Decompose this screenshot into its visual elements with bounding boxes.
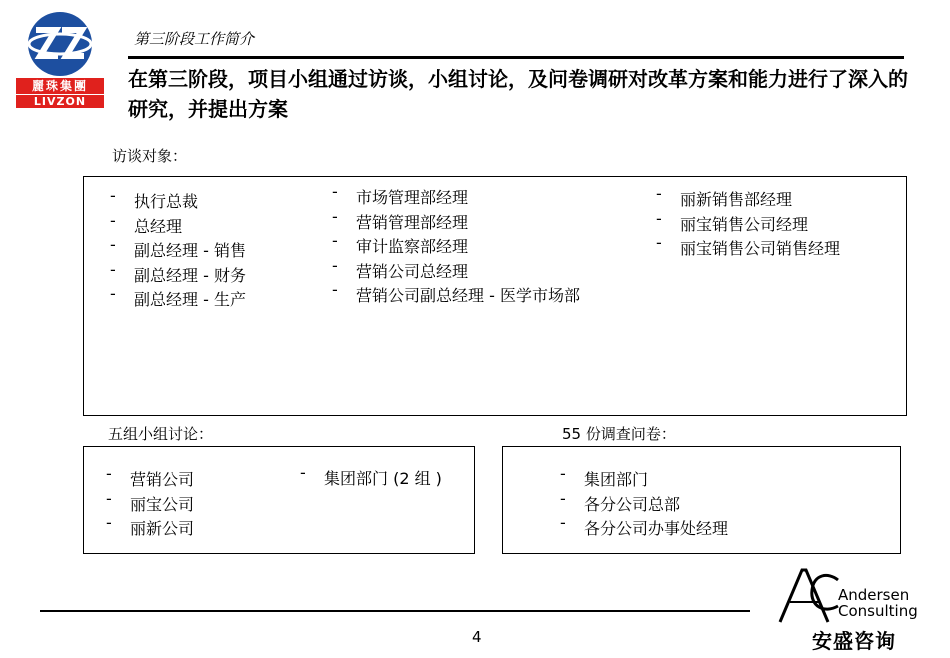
bullet-dash: -	[560, 513, 566, 532]
list-item-text: 集团部门	[584, 470, 649, 489]
bullet-dash: -	[332, 231, 338, 250]
bullet-dash: -	[106, 464, 112, 483]
andersen-ac-logo-icon	[776, 566, 846, 626]
logo-cn-text: 麗珠集團	[16, 78, 104, 94]
list-item	[560, 464, 728, 493]
list-item	[332, 182, 580, 211]
list-item-text: 营销管理部经理	[356, 212, 469, 232]
livzon-logo	[16, 8, 104, 108]
bullet-dash: -	[110, 235, 116, 254]
bullet-dash: -	[560, 488, 566, 508]
list-item	[560, 513, 729, 542]
bullet-dash: -	[560, 464, 566, 483]
groups-label: 五组小组讨论：	[108, 425, 214, 443]
list-item-text: 副总经理 - 财务	[134, 265, 246, 285]
bullet-dash: -	[656, 184, 662, 203]
bullet-dash: -	[656, 208, 662, 228]
list-item-text: 市场管理部经理	[356, 188, 469, 207]
list-item	[110, 284, 246, 313]
list-item-text: 营销公司总经理	[356, 261, 469, 281]
top-divider	[128, 56, 904, 59]
bottom-divider	[40, 610, 750, 612]
groups-col2	[300, 463, 442, 492]
bullet-dash: -	[110, 186, 116, 205]
survey-col	[560, 464, 729, 542]
list-item-text: 总经理	[134, 216, 183, 236]
list-item-text: 丽新公司	[130, 519, 195, 538]
list-item-text: 集团部门 (2 组 )	[324, 469, 442, 488]
list-item-text: 丽新销售部经理	[680, 190, 793, 209]
list-item-text: 营销公司副总经理 - 医学市场部	[356, 286, 580, 305]
bullet-dash: -	[332, 206, 338, 226]
brand-line1: Andersen	[838, 586, 910, 604]
list-item	[656, 184, 840, 213]
list-item-text: 丽宝销售公司经理	[680, 214, 809, 234]
bullet-dash: -	[106, 488, 112, 508]
bullet-dash: -	[110, 259, 116, 279]
livzon-emblem-icon	[16, 8, 104, 78]
interviews-label: 访谈对象：	[112, 147, 188, 165]
interviews-col1	[110, 186, 246, 313]
list-item	[300, 463, 442, 492]
page-number: 4	[472, 628, 482, 646]
list-item-text: 执行总裁	[134, 192, 199, 211]
list-item-text: 各分公司办事处经理	[584, 519, 729, 538]
list-item	[656, 233, 841, 262]
list-item-text: 丽宝公司	[130, 494, 195, 514]
list-item-text: 丽宝销售公司销售经理	[680, 239, 841, 258]
logo-en-text: LIVZON	[16, 94, 104, 108]
list-item-text: 副总经理 - 生产	[134, 290, 246, 309]
brand-cn-text: 安盛咨询	[812, 629, 896, 653]
list-item	[106, 513, 195, 542]
list-item	[332, 280, 580, 309]
list-item-text: 营销公司	[130, 470, 195, 489]
list-item	[332, 231, 580, 260]
list-item-text: 副总经理 - 销售	[134, 241, 246, 260]
section-title: 第三阶段工作简介	[134, 30, 255, 48]
bullet-dash: -	[332, 182, 338, 201]
bullet-dash: -	[332, 280, 338, 299]
andersen-consulting-text	[838, 587, 918, 619]
list-item	[560, 488, 728, 518]
bullet-dash: -	[110, 210, 116, 230]
interviews-col2	[332, 182, 580, 309]
brand-line2: Consulting	[838, 602, 918, 620]
list-item	[332, 206, 580, 236]
bullet-dash: -	[656, 233, 662, 252]
page-headline: 在第三阶段，项目小组通过访谈，小组讨论，及问卷调研对改革方案和能力进行了深入的研究，并提出方案	[128, 67, 908, 121]
list-item-text: 各分公司总部	[584, 494, 681, 514]
list-item-text: 审计监察部经理	[356, 237, 469, 256]
bullet-dash: -	[300, 463, 306, 482]
bullet-dash: -	[110, 284, 116, 303]
groups-col1	[106, 464, 195, 542]
bullet-dash: -	[332, 255, 338, 275]
list-item	[332, 255, 580, 285]
list-item	[656, 208, 840, 238]
survey-label: 55 份调查问卷：	[562, 425, 676, 443]
interviews-col3	[656, 184, 841, 262]
bullet-dash: -	[106, 513, 112, 532]
